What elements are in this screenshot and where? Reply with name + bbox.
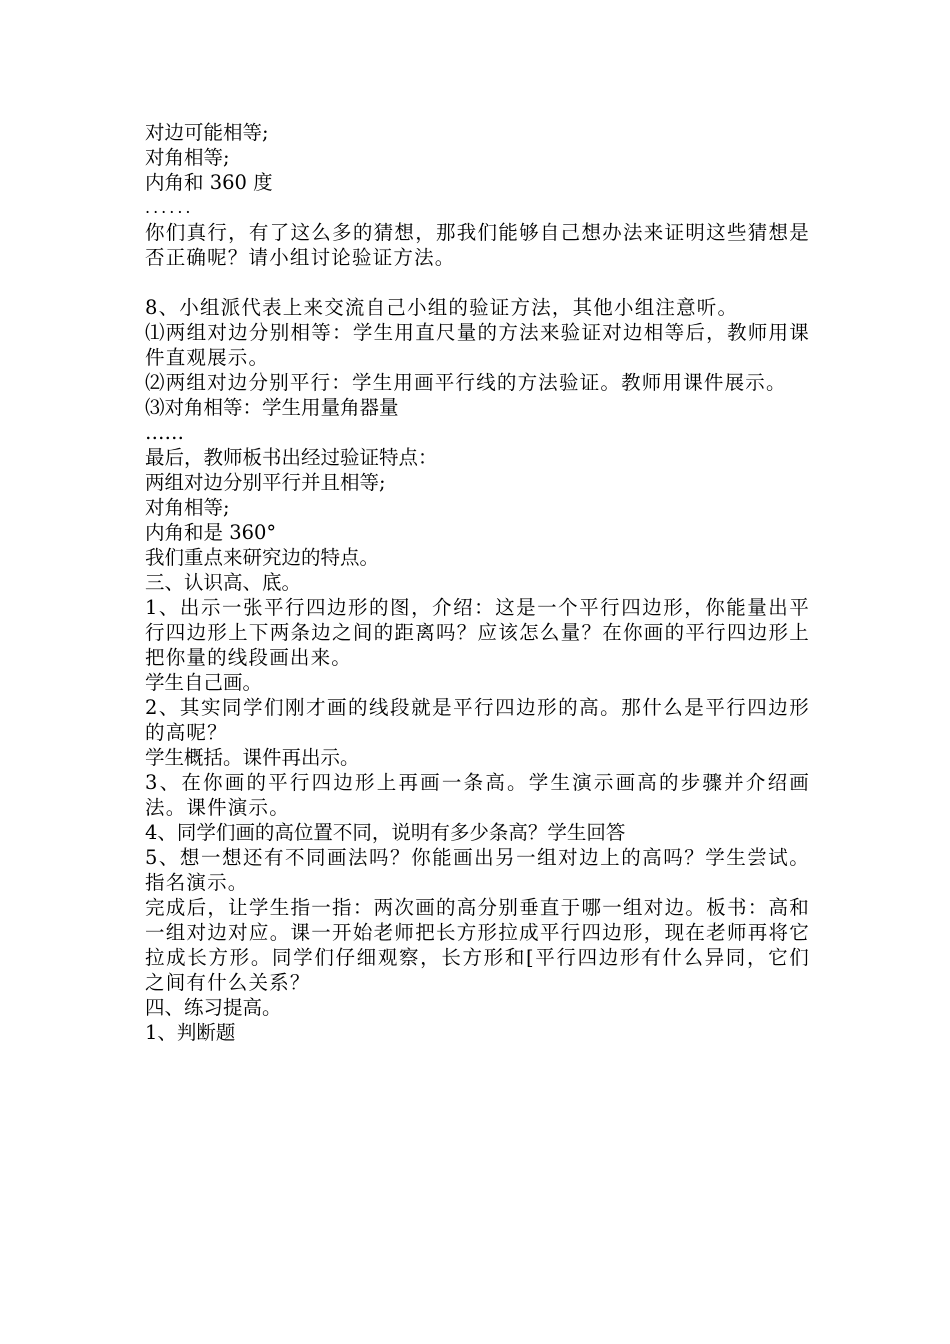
paragraph-step-1: 1、出示一张平行四边形的图，介绍：这是一个平行四边形，你能量出平行四边形上下两条边之间的距离吗？应该怎么量？在你画的平行四边形上把你量的线段画出来。	[145, 596, 810, 669]
text-line-2: 对角相等;	[145, 146, 230, 169]
text-line-feature-3: 内角和是 360°	[145, 521, 277, 544]
text-line-summarize: 学生概括。课件再出示。	[145, 746, 360, 769]
text-line-feature-2: 对角相等;	[145, 496, 230, 519]
text-line-focus: 我们重点来研究边的特点。	[145, 546, 380, 569]
paragraph-item-1: ⑴两组对边分别相等：学生用直尺量的方法来验证对边相等后，教师用课件直观展示。	[145, 321, 810, 369]
text-line-judgement: 1、判断题	[145, 1021, 236, 1044]
paragraph-step-2: 2、其实同学们刚才画的线段就是平行四边形的高。那什么是平行四边形的高呢？	[145, 696, 810, 744]
text-line-1: 对边可能相等;	[145, 121, 269, 144]
paragraph-step-3: 3、在你画的平行四边形上再画一条高。学生演示画高的步骤并介绍画法。课件演示。	[145, 771, 810, 819]
text-line-step-4: 4、同学们画的高位置不同，说明有多少条高？学生回答	[145, 821, 626, 844]
document-page	[145, 120, 810, 1045]
text-line-summary: 最后，教师板书出经过验证特点：	[145, 446, 438, 469]
ellipsis-line-2: ……	[145, 421, 184, 444]
paragraph-step-8: 8、小组派代表上来交流自己小组的验证方法，其他小组注意听。	[145, 296, 739, 319]
paragraph-item-2: ⑵两组对边分别平行：学生用画平行线的方法验证。教师用课件展示。	[145, 371, 787, 394]
section-heading-4: 四、练习提高。	[145, 996, 282, 1019]
text-line-3: 内角和 360 度	[145, 171, 273, 194]
paragraph-completion: 完成后，让学生指一指：两次画的高分别垂直于哪一组对边。板书：高和一组对边对应。课一开始老师把长方形拉成平行四边形，现在老师再将它拉成长方形。同学们仔细观察，长方形和[平行四边形有什么异同，它们之间有什么关系？	[145, 896, 810, 994]
text-line-feature-1: 两组对边分别平行并且相等;	[145, 471, 386, 494]
ellipsis-line-1: ......	[145, 198, 194, 217]
text-line-item-3: ⑶对角相等：学生用量角器量	[145, 396, 399, 419]
text-line-students-draw: 学生自己画。	[145, 671, 263, 694]
paragraph-guess: 你们真行，有了这么多的猜想，那我们能够自己想办法来证明这些猜想是否正确呢？请小组讨论验证方法。	[145, 221, 810, 269]
section-heading-3: 三、认识高、底。	[145, 571, 302, 594]
paragraph-step-5: 5、想一想还有不同画法吗？你能画出另一组对边上的高吗？学生尝试。指名演示。	[145, 846, 810, 894]
blank-line	[145, 270, 810, 295]
